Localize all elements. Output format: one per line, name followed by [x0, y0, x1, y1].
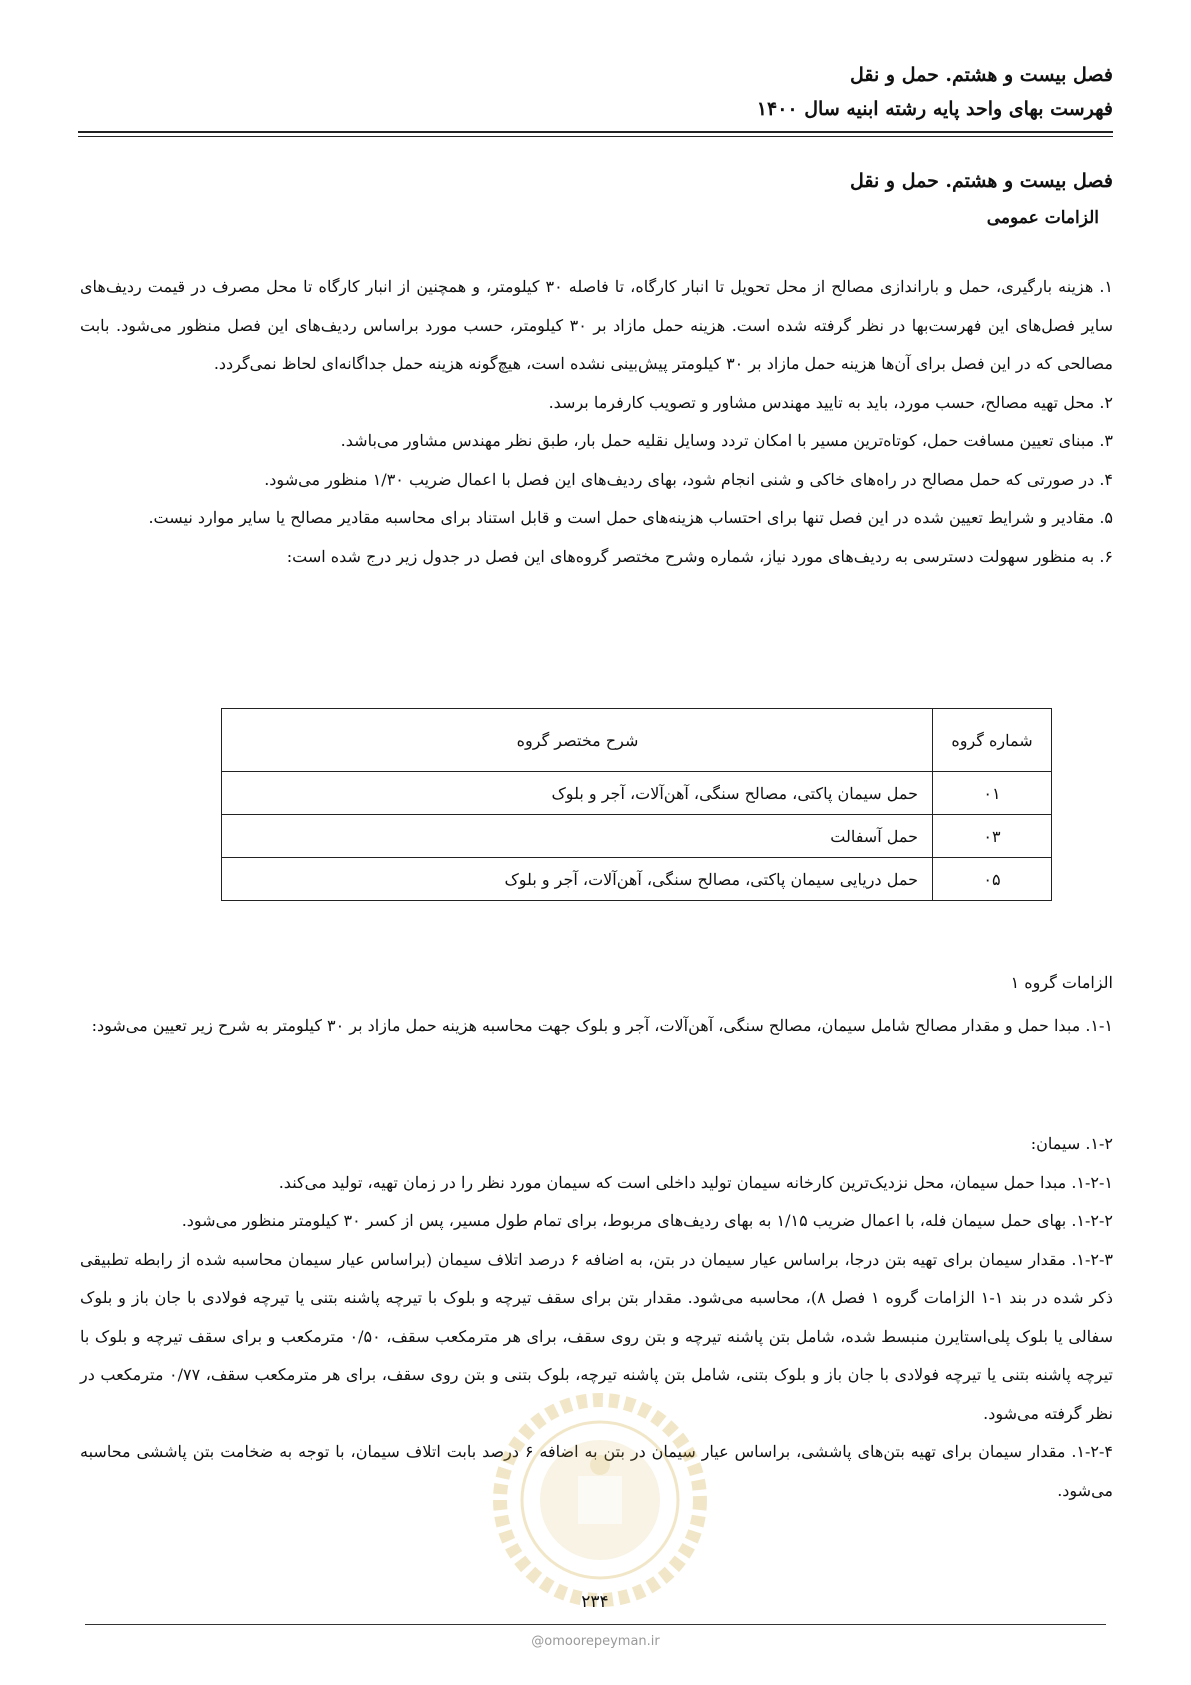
cement-heading: ۱-۲. سیمان: — [1030, 1134, 1113, 1153]
group1-intro: ۱-۱. مبدا حمل و مقدار مصالح شامل سیمان، مصالح سنگی، آهن‌آلات، آجر و بلوک جهت محاسبه هزینه حمل مازاد بر ۳۰ کیلومتر به شرح زیر تعیین می‌شود: — [91, 1016, 1113, 1035]
group1-heading: الزامات گروه ۱ — [1010, 973, 1113, 992]
group-description-cell: حمل آسفالت — [222, 815, 933, 858]
requirement-paragraph: ۲. محل تهیه مصالح، حسب مورد، باید به تایید مهندس مشاور و تصویب کارفرما برسد. — [548, 392, 1113, 412]
table-row — [222, 772, 1052, 815]
groups-table — [221, 708, 1052, 901]
header-chapter-title: فصل بیست و هشتم. حمل و نقل — [850, 64, 1113, 86]
section-title: فصل بیست و هشتم. حمل و نقل — [850, 170, 1113, 192]
requirement-paragraph: ۴. در صورتی که حمل مصالح در راه‌های خاکی و شنی انجام شود، بهای ردیف‌های این فصل با اعمال ضریب ۱/۳۰ منظور می‌شود. — [264, 469, 1113, 489]
column-header-description: شرح مختصر گروه — [222, 709, 933, 772]
cement-item: ۱-۲-۱. مبدا حمل سیمان، محل نزدیک‌ترین کارخانه سیمان تولید داخلی است که سیمان مورد نظر را در زمان تهیه، تولید می‌کند. — [278, 1172, 1113, 1192]
group-number-cell: ۰۳ — [933, 815, 1052, 858]
cement-item: ۱-۲-۴. مقدار سیمان برای تهیه بتن‌های پاششی، براساس عیار سیمان در بتن به اضافه ۶ درصد بابت اتلاف سیمان، با توجه به ضخامت بتن پاششی محاسبه می‌شود. — [80, 1442, 1113, 1500]
section-subtitle: الزامات عمومی — [986, 208, 1099, 228]
column-header-number: شماره گروه — [933, 709, 1052, 772]
group-number-cell: ۰۵ — [933, 858, 1052, 901]
header-divider — [78, 131, 1113, 137]
requirement-paragraph: ۵. مقادیر و شرایط تعیین شده در این فصل تنها برای احتساب هزینه‌های حمل است و قابل استناد برای محاسبه مقادیر مصالح یا سایر موارد نیست. — [148, 508, 1113, 527]
cement-item: ۱-۲-۳. مقدار سیمان برای تهیه بتن درجا، براساس عیار سیمان در بتن، به اضافه ۶ درصد اتلاف سیمان (براساس عیار سیمان محاسبه شده از رابطه تطبیقی ذکر شده در بند ۱-۱ الزامات گروه ۱ فصل ۸)، محاسبه می‌شود. مقدار بتن برای سقف تیرچه و بلوک با تیرچه پاشنه بتنی یا تیرچه فولادی با جان باز و بلوک سفالی یا بلوک پلی‌استایرن منبسط شده، شامل بتن پاشنه تیرچه و بتن روی سقف، برای هر مترمکعب سقف، ۰/۵۰ مترمکعب و برای سقف تیرچه و بلوک با تیرچه پاشنه بتنی یا تیرچه فولادی با جان باز و بلوک بتنی، شامل بتن پاشنه تیرچه، بلوک بتنی و بتن روی سقف، برای هر مترمکعب سقف، ۰/۷۷ مترمکعب در نظر گرفته می‌شود. — [80, 1249, 1114, 1423]
group-description-cell: حمل سیمان پاکتی، مصالح سنگی، آهن‌آلات، آجر و بلوک — [222, 772, 933, 815]
cement-section — [80, 1125, 1113, 1510]
group-description-cell: حمل دریایی سیمان پاکتی، مصالح سنگی، آهن‌آلات، آجر و بلوک — [222, 858, 933, 901]
footer-divider — [85, 1624, 1106, 1625]
header-catalog-title: فهرست بهای واحد پایه رشته ابنیه سال ۱۴۰۰ — [756, 98, 1113, 120]
table-row — [222, 858, 1052, 901]
group1-intro-block — [80, 1007, 1113, 1046]
footer-site-link[interactable]: @omoorepeyman.ir — [531, 1634, 660, 1649]
cement-item: ۱-۲-۲. بهای حمل سیمان فله، با اعمال ضریب ۱/۱۵ به بهای ردیف‌های مربوط، برای تمام طول مسیر، پس از کسر ۳۰ کیلومتر منظور می‌شود. — [181, 1211, 1113, 1230]
page-header — [78, 58, 1113, 126]
requirement-paragraph: ۶. به منظور سهولت دسترسی به ردیف‌های مورد نیاز، شماره وشرح مختصر گروه‌های این فصل در جدول زیر درج شده است: — [286, 546, 1113, 566]
group-number-cell: ۰۱ — [933, 772, 1052, 815]
requirement-paragraph: ۱. هزینه بارگیری، حمل و باراندازی مصالح از محل تحویل تا انبار کارگاه، تا فاصله ۳۰ کیلومتر، و همچنین از انبار کارگاه تا محل مصرف در قیمت ردیف‌های سایر فصل‌های این فهرست‌بها در نظر گرفته شده است. هزینه حمل مازاد بر ۳۰ کیلومتر، حسب مورد براساس ردیف‌های این فصل منظور می‌شود. بابت مصالحی که در این فصل برای آن‌ها هزینه حمل مازاد بر ۳۰ کیلومتر پیش‌بینی نشده است، هیچ‌گونه هزینه حمل جداگانه‌ای لحاظ نمی‌گردد. — [80, 277, 1114, 373]
page-number: ۲۳۴ — [581, 1592, 609, 1612]
general-requirements — [80, 268, 1113, 576]
table-header-row — [222, 709, 1052, 772]
table-row — [222, 815, 1052, 858]
requirement-paragraph: ۳. مبنای تعیین مسافت حمل، کوتاه‌ترین مسیر با امکان تردد وسایل نقلیه حمل بار، طبق نظر مهندس مشاور می‌باشد. — [340, 431, 1113, 450]
